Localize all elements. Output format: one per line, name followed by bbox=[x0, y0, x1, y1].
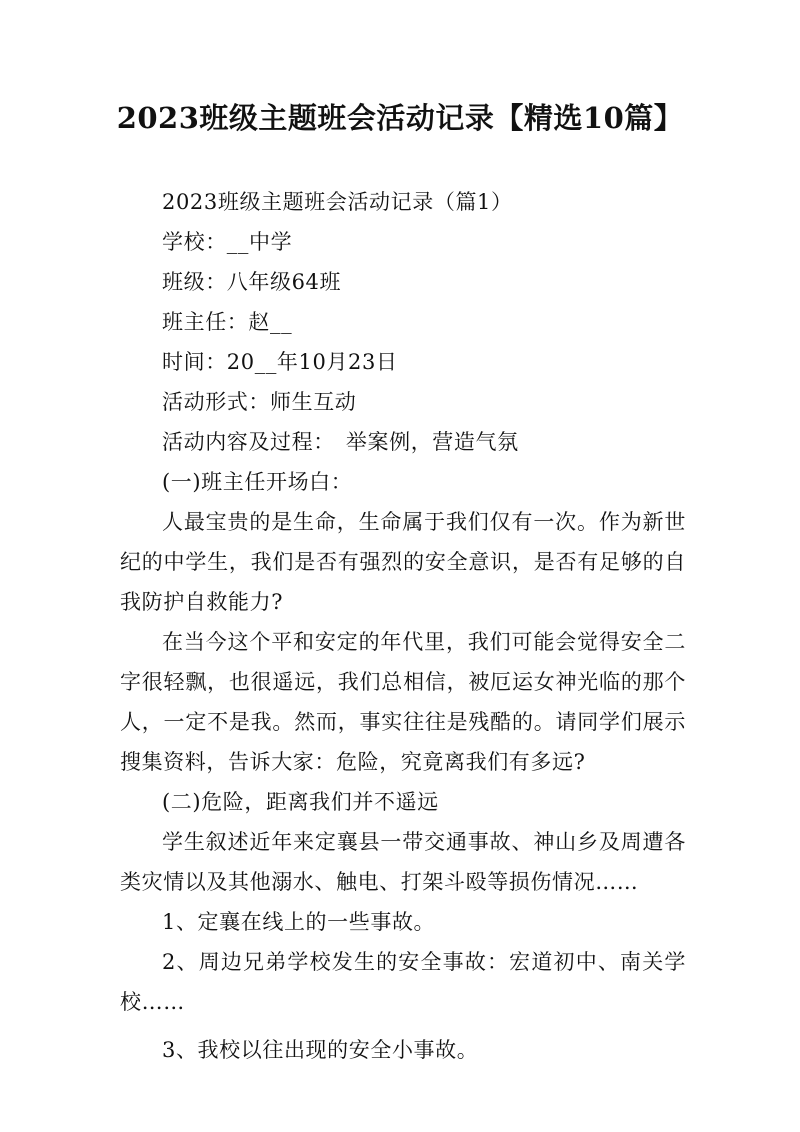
list-item-1: 1、定襄在线上的一些事故。 bbox=[162, 910, 436, 934]
activity-content-field: 活动内容及过程： 举案例，营造气氛 bbox=[162, 430, 519, 454]
paragraph-student-accounts: 学生叙述近年来定襄县一带交通事故、神山乡及周遭各类灾情以及其他溺水、触电、打架斗殴等损伤情况…… bbox=[120, 830, 686, 894]
activity-form-field: 活动形式：师生互动 bbox=[162, 390, 357, 414]
list-item-3: 3、我校以往出现的安全小事故。 bbox=[162, 1038, 479, 1062]
time-field: 时间：20__年10月23日 bbox=[162, 350, 398, 374]
section-heading: 2023班级主题班会活动记录（篇1） bbox=[162, 190, 513, 214]
class-field: 班级：八年级64班 bbox=[162, 270, 342, 294]
list-item-2: 2、周边兄弟学校发生的安全事故：宏道初中、南关学校…… bbox=[120, 950, 686, 1014]
part-one-heading: (一)班主任开场白： bbox=[162, 470, 353, 494]
document-body bbox=[120, 182, 686, 1070]
document-title: 2023班级主题班会活动记录【精选10篇】 bbox=[116, 101, 684, 135]
teacher-field: 班主任：赵__ bbox=[162, 310, 293, 334]
part-two-heading: (二)危险，距离我们并不遥远 bbox=[162, 790, 439, 814]
school-field: 学校：__中学 bbox=[162, 230, 293, 254]
paragraph-opening-remarks: 人最宝贵的是生命，生命属于我们仅有一次。作为新世纪的中学生，我们是否有强烈的安全意识，是否有足够的自我防护自救能力? bbox=[120, 510, 686, 614]
paragraph-safety-intro: 在当今这个平和安定的年代里，我们可能会觉得安全二字很轻飘，也很遥远，我们总相信，被厄运女神光临的那个人，一定不是我。然而，事实往往是残酷的。请同学们展示搜集资料，告诉大家：危险，究竟离我们有多远? bbox=[120, 630, 686, 774]
